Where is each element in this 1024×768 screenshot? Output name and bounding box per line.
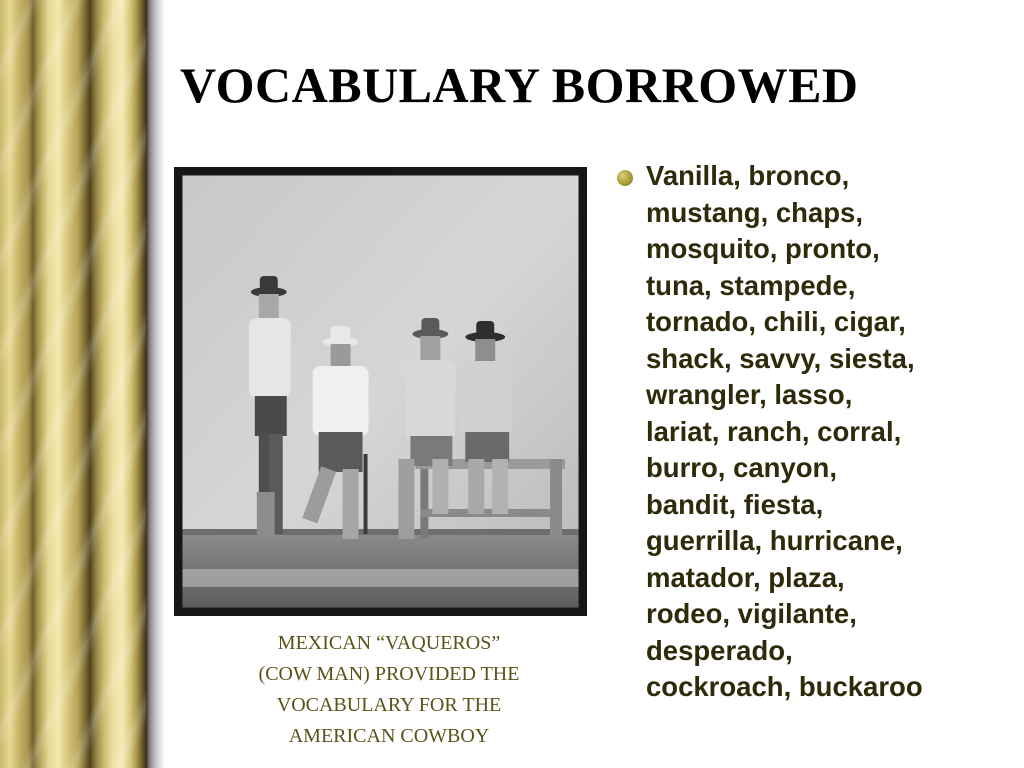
caption-line: MEXICAN “VAQUEROS”: [277, 632, 501, 654]
caption-line: VOCABULARY FOR THE: [276, 694, 502, 716]
vaqueros-photo-illustration: [181, 174, 580, 609]
vocabulary-words: [646, 158, 1012, 706]
vaqueros-photo: [181, 174, 580, 609]
bullet-icon: [617, 170, 633, 186]
vocabulary-line: bandit, fiesta,: [646, 488, 824, 520]
vocabulary-line: rodeo, vigilante,: [646, 598, 857, 629]
vocabulary-line: tornado, chili, cigar,: [646, 306, 906, 337]
vocabulary-line: lariat, ranch, corral,: [646, 415, 902, 447]
vocabulary-line: shack, savvy, siesta,: [646, 342, 915, 374]
caption-line: AMERICAN COWBOY: [288, 725, 490, 747]
caption-line: (COW MAN) PROVIDED THE: [258, 663, 520, 685]
vocabulary-line: mosquito, pronto,: [646, 233, 880, 264]
column-border-sheen: [0, 0, 146, 768]
vocabulary-line: matador, plaza,: [646, 561, 845, 593]
vocabulary-line: cockroach, buckaroo: [646, 671, 923, 702]
vocabulary-line: guerrilla, hurricane,: [646, 525, 903, 556]
vocabulary-line: burro, canyon,: [646, 452, 837, 483]
vocabulary-line: tuna, stampede,: [646, 269, 856, 301]
vocabulary-line: desperado,: [646, 634, 793, 666]
vocabulary-line: mustang, chaps,: [646, 196, 863, 228]
vocabulary-bullet-list: [612, 158, 1012, 706]
vocabulary-line: Vanilla, bronco,: [646, 160, 850, 191]
vocabulary-bullet-item: [612, 158, 1012, 706]
cowboy-photo-frame: [174, 167, 587, 616]
photo-caption: [190, 628, 588, 752]
slide-title: VOCABULARY BORROWED: [180, 57, 859, 113]
vocabulary-line: wrangler, lasso,: [646, 379, 853, 410]
